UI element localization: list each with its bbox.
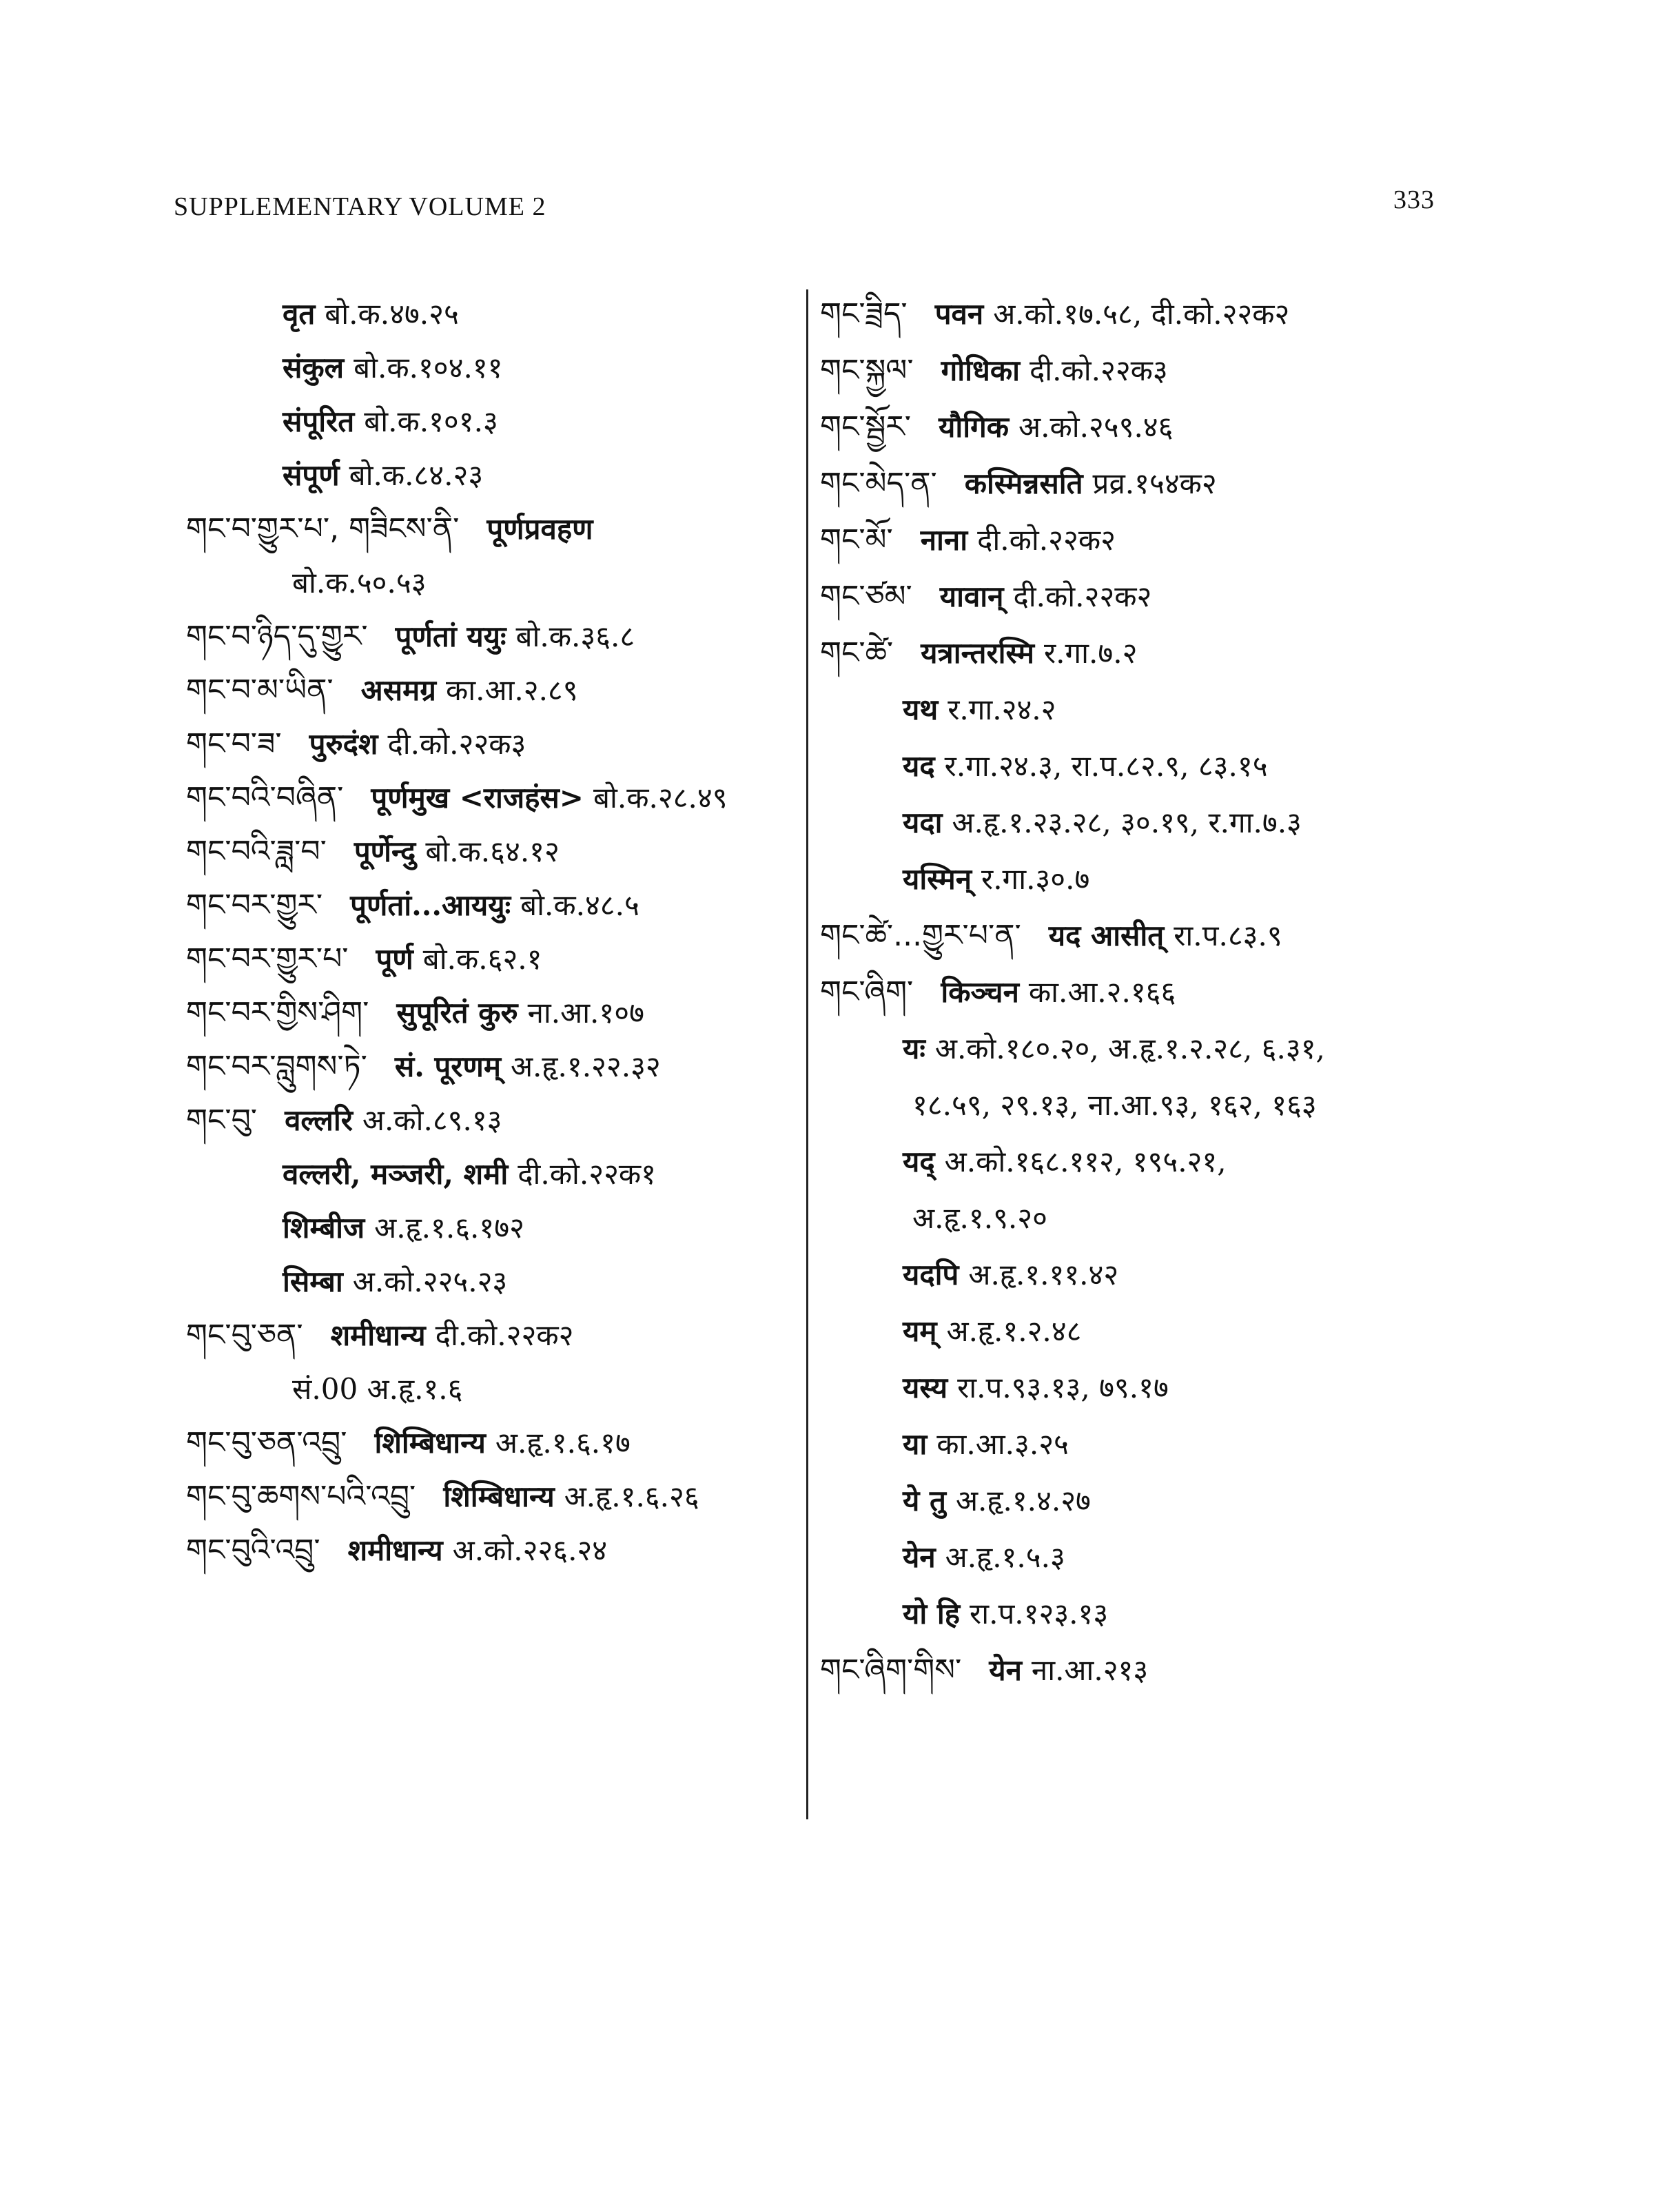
source-reference: बो.क.४८.५ (520, 888, 639, 922)
tibetan-headword: གང་བུ་ཅན་ (186, 1318, 303, 1353)
sanskrit-equivalent: यदपि (903, 1258, 959, 1291)
source-reference: अ.को.१६८.११२, १९५.२१, (944, 1145, 1227, 1178)
sanskrit-equivalent: ये तु (903, 1484, 946, 1518)
sanskrit-equivalent: पूर्ण (376, 942, 413, 976)
source-reference: र.गा.३०.७ (981, 862, 1090, 896)
running-title: SUPPLEMENTARY VOLUME 2 (174, 192, 546, 221)
source-reference: बो.क.५०.५३ (292, 566, 427, 600)
source-reference: रा.प.१२३.१३ (970, 1597, 1109, 1631)
sanskrit-equivalent: शिम्बिधान्य (443, 1480, 555, 1513)
sanskrit-equivalent: नाना (920, 523, 968, 557)
source-reference: रा.प.९३.१३, ७९.१७ (957, 1371, 1169, 1404)
source-reference: रा.प.८३.९ (1174, 919, 1282, 952)
source-reference: अ.हृ.१.६.१७ (495, 1426, 631, 1460)
dictionary-entry (820, 522, 1468, 579)
sanskrit-equivalent: सिम्बा (283, 1265, 343, 1298)
tibetan-headword: གང་ཚེ་...གྱུར་པ་ན་ (820, 918, 1021, 953)
sanskrit-equivalent: सुपूरितं कुरु (396, 996, 518, 1030)
tibetan-headword: གང་ཞིག་ (820, 974, 914, 1010)
dictionary-entry (820, 1314, 1468, 1370)
sanskrit-equivalent: वृत (283, 297, 316, 331)
sanskrit-equivalent: असमग्र (360, 673, 436, 707)
source-reference: बो.क.६४.१२ (425, 835, 560, 868)
sanskrit-equivalent: यत्रान्तरस्मि (921, 636, 1034, 670)
source-reference: अ.को.२२५.२३ (352, 1265, 508, 1298)
source-reference: ना.आ.२१३ (1031, 1653, 1149, 1687)
sanskrit-equivalent: गोधिका (941, 354, 1020, 387)
dictionary-entry (186, 834, 806, 888)
source-reference: दी.को.२२क२ (977, 523, 1116, 557)
sanskrit-equivalent: पूर्णप्रवहण (486, 512, 593, 546)
right-column (820, 296, 1468, 1709)
tibetan-headword: གང་ཞིག་གིས་ (820, 1653, 962, 1688)
sanskrit-equivalent: संपूर्ण (283, 458, 340, 492)
source-reference: का.आ.२.१६६ (1028, 975, 1176, 1009)
source-reference: का.आ.३.२५ (936, 1427, 1069, 1461)
sanskrit-equivalent: कस्मिन्नसति (964, 467, 1083, 500)
dictionary-entry (186, 1210, 806, 1264)
sanskrit-equivalent: पूर्णमुख <राजहंस> (371, 781, 584, 815)
dictionary-entry (820, 1144, 1468, 1200)
sanskrit-equivalent: शमीधान्य (330, 1318, 426, 1352)
dictionary-entry (186, 296, 806, 350)
source-reference: अ.को.१७.५८, दी.को.२२क२ (993, 297, 1290, 331)
dictionary-entry (820, 1031, 1468, 1087)
tibetan-headword: གང་བ་ཟ་ (186, 726, 282, 762)
source-reference: दी.को.२२क३ (1029, 354, 1168, 387)
dictionary-entry (820, 861, 1468, 918)
tibetan-headword: གང་བུ་ཆགས་པའི་འབྲུ་ (186, 1479, 416, 1514)
dictionary-entry (820, 692, 1468, 748)
dictionary-entry (820, 1257, 1468, 1314)
tibetan-headword: གང་བའི་ཟླ་བ་ (186, 834, 327, 869)
tibetan-headword: གང་སྦྱོར་ (820, 409, 911, 444)
sanskrit-equivalent: वल्लरि (285, 1103, 353, 1137)
left-column (186, 296, 806, 1586)
dictionary-entry (820, 353, 1468, 409)
dictionary-entry (820, 1427, 1468, 1483)
dictionary-entry (186, 458, 806, 511)
dictionary-entry (186, 1533, 806, 1586)
sanskrit-equivalent: पूर्णतां ययुः (395, 620, 506, 653)
tibetan-headword: གང་སྐྱལ་ (820, 353, 914, 388)
dictionary-entry (186, 511, 806, 565)
source-reference: दी.को.२२क३ (387, 727, 526, 761)
dictionary-entry (186, 619, 806, 673)
dictionary-entry (820, 466, 1468, 522)
sanskrit-equivalent: यौगिक (938, 410, 1009, 444)
source-reference: दी.को.२२क२ (1013, 580, 1152, 613)
dictionary-entry (820, 296, 1468, 353)
dictionary-entry (820, 1200, 1468, 1257)
sanskrit-equivalent: सं. पूरणम् (394, 1050, 501, 1083)
source-reference: बो.क.८४.२३ (349, 458, 484, 492)
dictionary-entry (186, 1103, 806, 1156)
dictionary-entry (186, 1318, 806, 1371)
source-reference: र.गा.२४.२ (947, 693, 1056, 726)
sanskrit-equivalent: संपूरित (283, 405, 355, 438)
source-reference: बो.क.६२.१ (422, 942, 542, 976)
dictionary-entry (186, 995, 806, 1049)
sanskrit-equivalent: शमीधान्य (347, 1533, 443, 1567)
dictionary-entry (186, 1264, 806, 1318)
dictionary-entry (820, 635, 1468, 692)
source-reference: अ.हृ.१.५.३ (945, 1540, 1065, 1574)
tibetan-headword: གང་བ་མ་ཡིན་ (186, 673, 334, 708)
sanskrit-equivalent: पुरुदंश (309, 727, 378, 761)
dictionary-entry (186, 1425, 806, 1479)
dictionary-entry (186, 565, 806, 619)
dictionary-entry (820, 1540, 1468, 1596)
sanskrit-equivalent: यः (903, 1032, 925, 1065)
dictionary-entry (186, 1156, 806, 1210)
dictionary-entry (186, 780, 806, 834)
page-number: 333 (1393, 185, 1435, 214)
tibetan-headword: གང་མེད་ན་ (820, 466, 937, 501)
sanskrit-equivalent: यस्य (903, 1371, 948, 1404)
source-reference: अ.को.२२६.२४ (452, 1533, 608, 1567)
sanskrit-equivalent: या (903, 1427, 928, 1461)
source-reference: अ.हृ.१.२३.२८, ३०.१९, र.गा.७.३ (952, 806, 1302, 839)
tibetan-headword: གང་ཟྲིད་ (820, 296, 908, 331)
tibetan-headword: གང་མོ་ (820, 522, 893, 558)
tibetan-headword: གང་བུ་ (186, 1103, 258, 1138)
dictionary-entry (186, 350, 806, 404)
sanskrit-equivalent: वल्लरी, मञ्जरी, शमी (283, 1157, 509, 1191)
dictionary-entry (820, 1596, 1468, 1653)
sanskrit-equivalent: यथ (903, 693, 939, 726)
tibetan-headword: གང་བར་གྱུར་པ་ (186, 941, 349, 977)
source-reference: अ.हृ.१.९.२० (912, 1201, 1047, 1235)
sanskrit-equivalent: यदा (903, 806, 943, 839)
source-reference: दी.को.२२क२ (435, 1318, 574, 1352)
dictionary-entry (820, 1483, 1468, 1540)
dictionary-entry (186, 1371, 806, 1425)
tibetan-headword: གང་བུའི་འབྲུ་ (186, 1533, 320, 1568)
source-reference: ना.आ.१०७ (527, 996, 644, 1030)
tibetan-headword: གང་བ་ཉིད་དུ་གྱུར་ (186, 619, 368, 654)
sanskrit-equivalent: शिम्बीज (283, 1211, 365, 1245)
source-reference: अ.हृ.१.६.१७२ (374, 1211, 524, 1245)
tibetan-headword: གང་བར་གྱུར་ (186, 888, 323, 923)
running-header (174, 185, 1435, 226)
tibetan-headword: གང་ཙམ་ (820, 579, 912, 614)
source-reference: प्रव्र.१५४क२ (1092, 467, 1217, 500)
sanskrit-equivalent: यद (903, 749, 935, 783)
sanskrit-equivalent: यम् (903, 1314, 937, 1348)
dictionary-entry (820, 918, 1468, 974)
dictionary-entry (186, 673, 806, 726)
dictionary-entry (186, 941, 806, 995)
sanskrit-equivalent: पवन (934, 297, 984, 331)
source-reference: बो.क.२८.४९ (593, 781, 728, 815)
source-reference: दी.को.२२क१ (518, 1157, 657, 1191)
sanskrit-equivalent: यद आसीत् (1048, 919, 1165, 952)
dictionary-entry (820, 409, 1468, 466)
dictionary-entry (820, 1087, 1468, 1144)
source-reference: अ.हृ.१.११.४२ (968, 1258, 1119, 1291)
dictionary-entry (820, 748, 1468, 805)
dictionary-entry (186, 888, 806, 941)
dictionary-entry (186, 726, 806, 780)
tibetan-headword: གང་ཚེ་ (820, 635, 894, 671)
source-reference: बो.क.३६.८ (515, 620, 635, 653)
source-reference: बो.क.१०१.३ (364, 405, 498, 438)
sanskrit-equivalent: पूर्णतां...आययुः (350, 888, 511, 922)
dictionary-entry (186, 404, 806, 458)
source-reference: १८.५९, २९.१३, ना.आ.९३, १६२, १६३ (912, 1088, 1317, 1122)
source-reference: अ.को.८९.१३ (362, 1103, 502, 1137)
dictionary-entry (186, 1049, 806, 1103)
dictionary-entry (820, 974, 1468, 1031)
source-reference: अ.हृ.१.२२.३२ (510, 1050, 661, 1083)
source-reference: सं.00 अ.हृ.१.६ (292, 1372, 463, 1406)
dictionary-entry (820, 579, 1468, 635)
source-reference: अ.को.२५९.४६ (1018, 410, 1174, 444)
source-reference: का.आ.२.८९ (445, 673, 578, 707)
source-reference: अ.हृ.१.२.४८ (946, 1314, 1082, 1348)
sanskrit-equivalent: यावान् (939, 580, 1004, 613)
sanskrit-equivalent: किञ्चन (941, 975, 1019, 1009)
sanskrit-equivalent: येन (989, 1653, 1022, 1687)
tibetan-headword: གང་བའི་བཞིན་ (186, 780, 344, 815)
tibetan-headword: གང་བར་བླུགས་ཏེ་ (186, 1049, 367, 1084)
sanskrit-equivalent: संकुल (283, 351, 345, 385)
sanskrit-equivalent: येन (903, 1540, 936, 1574)
sanskrit-equivalent: शिम्बिधान्य (374, 1426, 486, 1460)
dictionary-entry (820, 1370, 1468, 1427)
sanskrit-equivalent: यस्मिन् (903, 862, 972, 896)
dictionary-entry (820, 805, 1468, 861)
source-reference: र.गा.७.२ (1043, 636, 1138, 670)
source-reference: बो.क.४७.२५ (325, 297, 459, 331)
tibetan-headword: གང་བར་གྱིས་ཤིག་ (186, 995, 369, 1030)
sanskrit-equivalent: यो हि (903, 1597, 961, 1631)
source-reference: बो.क.१०४.११ (354, 351, 503, 385)
source-reference: र.गा.२४.३, रा.प.८२.९, ८३.१५ (944, 749, 1268, 783)
column-divider (806, 289, 808, 1819)
source-reference: अ.को.१८०.२०, अ.हृ.१.२.२८, ६.३१, (934, 1032, 1325, 1065)
sanskrit-equivalent: पूर्णेन्दु (354, 835, 416, 868)
sanskrit-equivalent: यद् (903, 1145, 935, 1178)
tibetan-headword: གང་བ་གྱུར་པ་, གཟིངས་ནི་ (186, 511, 460, 546)
dictionary-entry (820, 1653, 1468, 1709)
source-reference: अ.हृ.१.४.२७ (955, 1484, 1091, 1518)
tibetan-headword: གང་བུ་ཅན་འབྲུ་ (186, 1425, 347, 1460)
source-reference: अ.हृ.१.६.२६ (564, 1480, 699, 1513)
dictionary-entry (186, 1479, 806, 1533)
